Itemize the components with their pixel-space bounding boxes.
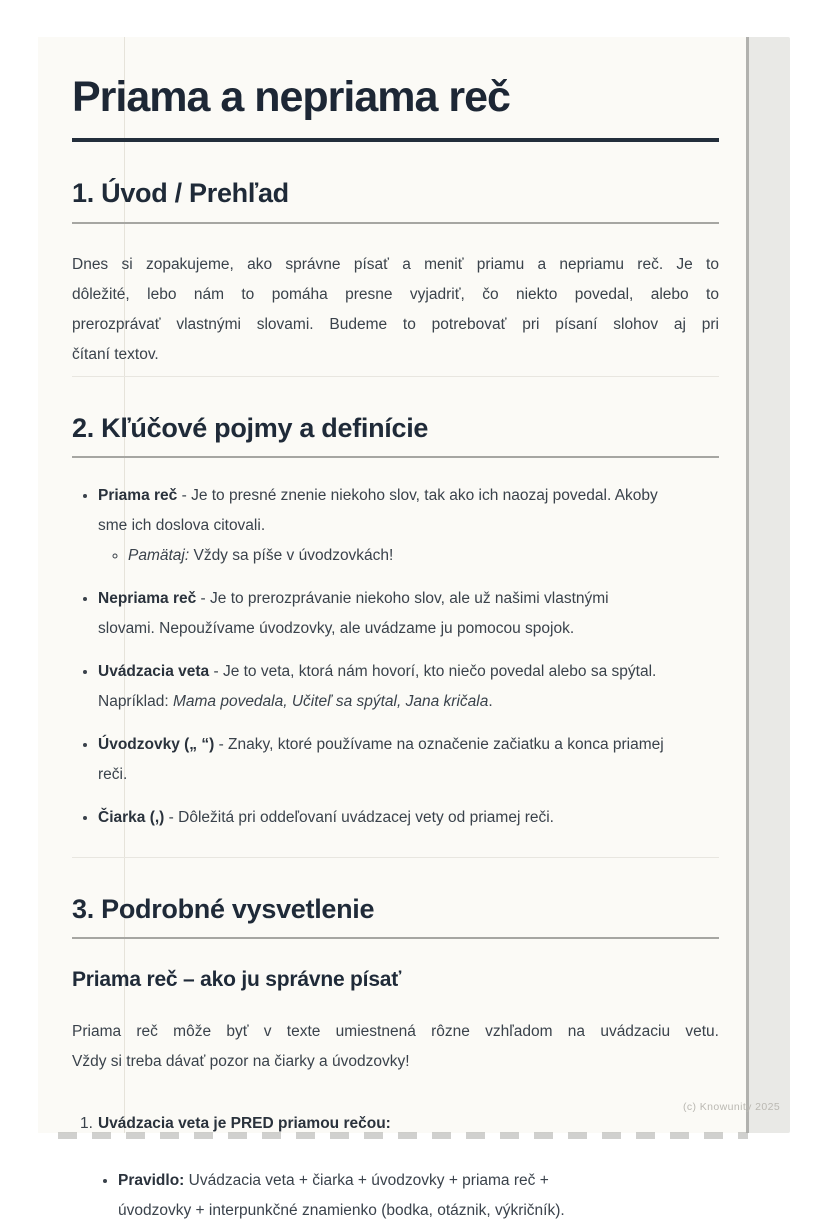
paragraph-line: Dnes si zopakujeme, ako správne písať a meniť priamu a nepriamu reč. Je to	[72, 255, 719, 273]
rule-label: Pravidlo:	[118, 1171, 185, 1189]
intro-paragraph	[72, 250, 719, 370]
definitions-list	[72, 481, 719, 833]
term-separator: -	[209, 662, 223, 680]
section-heading-1: 1. Úvod / Prehľad	[72, 177, 719, 223]
paragraph-line: dôležité, lebo nám to pomáha presne vyjadriť, čo niekto povedal, alebo to	[72, 285, 719, 303]
item-number: 1.	[80, 1114, 93, 1132]
scrollbar-track[interactable]	[746, 37, 790, 1133]
term-label: Priama reč	[98, 486, 178, 504]
clipped-next-line	[58, 1132, 748, 1139]
term-label: Uvádzacia veta	[98, 662, 210, 680]
section-divider	[72, 376, 719, 377]
term-separator: -	[214, 735, 229, 753]
definition-examples: Mama povedala, Učiteľ sa spýtal, Jana kričala	[172, 692, 489, 710]
page-title: Priama a nepriama reč	[72, 73, 510, 121]
numbered-item-text: Uvádzacia veta je PRED priamou rečou:	[97, 1114, 391, 1132]
definition-text: Je to prerozprávanie niekoho slov, ale už našimi vlastnými slovami. Nepoužívame úvodzovky, ale uvádzame ju pomocou spojok.	[98, 589, 609, 637]
term-label: Nepriama reč	[98, 589, 197, 607]
watermark: (c) Knowunity 2025	[683, 1101, 781, 1113]
definition-text: Znaky, ktoré používame na označenie začiatku a konca priamej reči.	[98, 735, 664, 783]
section-heading-3: 3. Podrobné vysvetlenie	[72, 893, 719, 939]
definition-item-nepriama-rec	[98, 584, 668, 644]
term-label: Úvodzovky („ “)	[98, 735, 215, 753]
note-item	[128, 541, 668, 571]
explanation-paragraph	[72, 1017, 719, 1077]
term-separator: -	[164, 808, 179, 826]
rule-item	[118, 1166, 598, 1226]
definition-item-uvodzovky	[98, 730, 668, 790]
subsection-heading: Priama reč – ako ju správne písať	[72, 968, 402, 992]
definition-text: Je to presné znenie niekoho slov, tak ako ich naozaj povedal. Akoby sme ich doslova citovali.	[98, 486, 658, 534]
section-divider	[72, 857, 719, 858]
term-separator: -	[177, 486, 192, 504]
definition-item-uvadzacia-veta	[98, 657, 668, 717]
rule-list	[92, 1166, 719, 1226]
title-rule	[72, 138, 719, 142]
term-label: Čiarka (,)	[98, 808, 165, 826]
paragraph-line: prerozprávať vlastnými slovami. Budeme to potrebovať pri písaní slohov aj pri	[72, 315, 719, 333]
definition-text: Dôležitá pri oddeľovaní uvádzacej vety od priamej reči.	[178, 808, 554, 826]
paragraph-line: čítaní textov.	[72, 345, 159, 363]
rule-text: Uvádzacia veta + čiarka + úvodzovky + priama reč + úvodzovky + interpunkčné znamienko (bodka, otáznik, výkričník).	[118, 1171, 565, 1219]
paragraph-line: Vždy si treba dávať pozor na čiarky a úvodzovky!	[72, 1052, 410, 1070]
note-text: Vždy sa píše v úvodzovkách!	[189, 546, 394, 564]
note-sublist	[98, 541, 668, 571]
document-page	[38, 37, 746, 1219]
term-separator: -	[196, 589, 211, 607]
paragraph-line: Priama reč môže byť v texte umiestnená rôzne vzhľadom na uvádzaciu vetu.	[72, 1022, 719, 1040]
note-label: Pamätaj:	[128, 546, 190, 564]
section-heading-2: 2. Kľúčové pojmy a definície	[72, 412, 719, 458]
definition-text: Je to veta, ktorá nám hovorí, kto niečo povedal alebo sa spýtal. Napríklad:	[98, 662, 657, 710]
definition-end: .	[488, 692, 493, 710]
definition-item-priama-rec	[98, 481, 668, 571]
definition-item-ciarka	[98, 803, 668, 833]
document-content	[38, 73, 746, 1226]
